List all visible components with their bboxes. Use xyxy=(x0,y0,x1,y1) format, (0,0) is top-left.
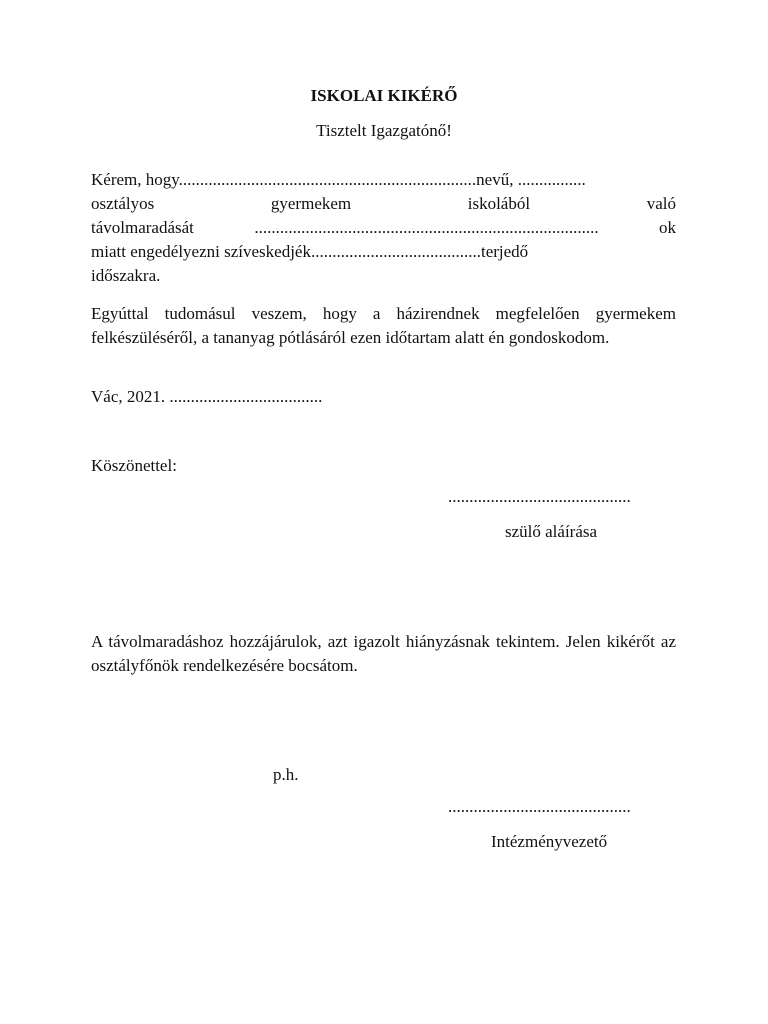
approval-paragraph: A távolmaradáshoz hozzájárulok, azt igazolt hiányzásnak tekintem. Jelen kikérőt az osztályfőnök rendelkezésére bocsátom. xyxy=(91,632,676,675)
reason-dots: ................................................................................. xyxy=(254,218,599,237)
request-line-5: időszakra. xyxy=(91,266,161,285)
stamp-label: p.h. xyxy=(273,765,299,784)
parent-signature-dots: ........................................... xyxy=(448,487,631,506)
parent-signature-label: szülő aláírása xyxy=(505,522,598,541)
word-gyermekem: gyermekem xyxy=(270,194,352,213)
request-line-4: miatt engedélyezni szíveskedjék........................................terjedő xyxy=(91,242,529,261)
word-valo: való xyxy=(646,194,676,213)
word-ok: ok xyxy=(659,218,676,237)
greeting: Tisztelt Igazgatónő! xyxy=(316,121,452,140)
request-line-2 xyxy=(91,194,676,214)
document-title: ISKOLAI KIKÉRŐ xyxy=(310,86,458,105)
acknowledgement-paragraph: Egyúttal tudomásul veszem, hogy a házirendnek megfelelően gyermekem felkészüléséről, a tananyag pótlásáról ezen időtartam alatt én gondoskodom. xyxy=(91,304,676,347)
head-signature-dots: ........................................... xyxy=(448,797,631,816)
word-iskolabol: iskolából xyxy=(467,194,531,213)
request-line-3 xyxy=(91,218,676,238)
word-osztalyos: osztályos xyxy=(91,194,155,213)
thanks-line: Köszönettel: xyxy=(91,456,177,475)
word-tavolmaradasat: távolmaradását xyxy=(91,218,194,237)
place-date-line: Vác, 2021. .................................... xyxy=(91,387,323,406)
head-signature-label: Intézményvezető xyxy=(491,832,608,851)
request-line-1: Kérem, hogy......................................................................nevű, ................ xyxy=(91,170,586,189)
